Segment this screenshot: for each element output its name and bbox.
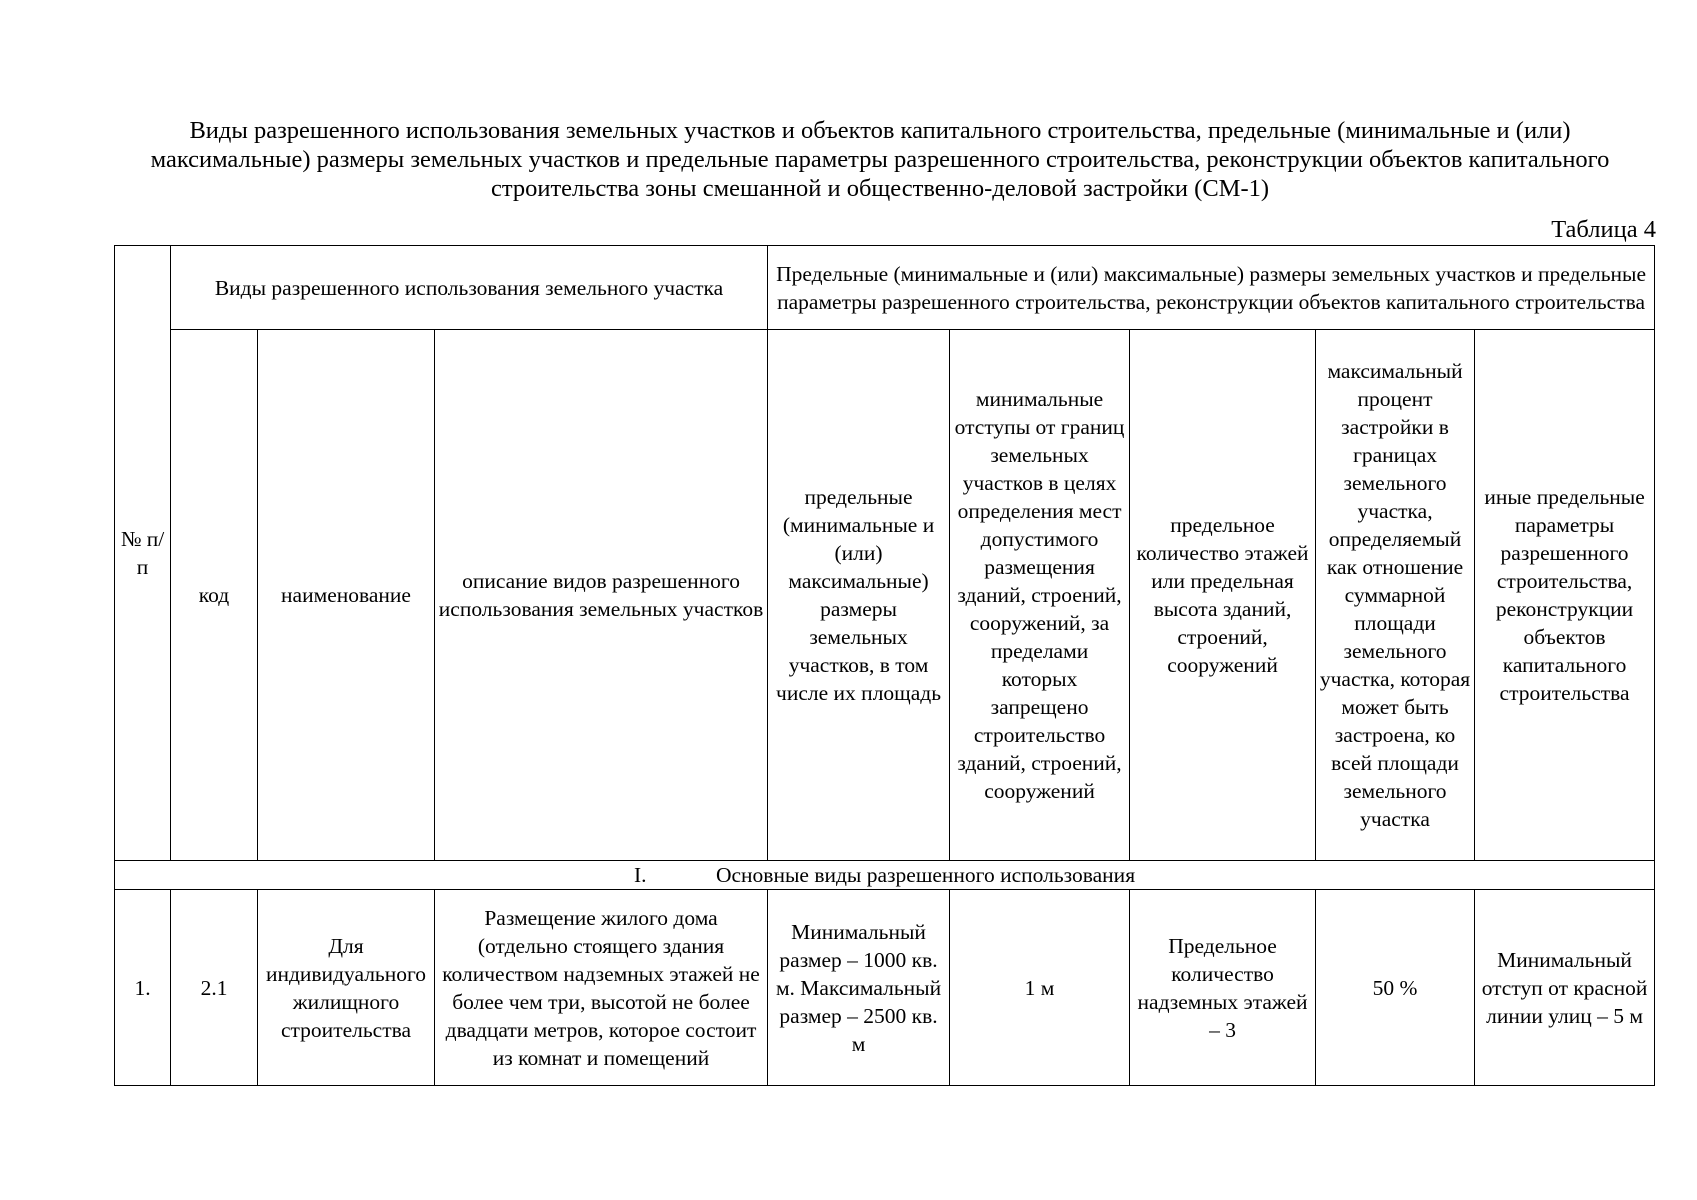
row-code: 2.1 [171,890,258,1086]
row-coverage: 50 % [1316,890,1475,1086]
row-other-params: Минимальный отступ от красной линии улиц – 5 м [1475,890,1655,1086]
header-group-permitted-use: Виды разрешенного использования земельного участка [171,246,768,330]
header-description: описание видов разрешенного использования земельных участков [435,330,768,861]
table-row [115,890,1655,1086]
header-name: наименование [258,330,435,861]
header-row-number: № п/п [115,246,171,861]
row-floors: Предельное количество надземных этажей – 3 [1130,890,1316,1086]
table-caption: Таблица 4 [1551,216,1656,243]
row-description: Размещение жилого дома (отдельно стоящего здания количеством надземных этажей не более чем три, высотой не более двадцати метров, которое состоит из комнат и помещений [435,890,768,1086]
section-heading [115,861,1655,890]
header-code: код [171,330,258,861]
header-group-limit-parameters: Предельные (минимальные и (или) максимальные) размеры земельных участков и предельные параметры разрешенного строительства, реконструкции объектов капитального строительства [768,246,1655,330]
header-other-params: иные предельные параметры разрешенного строительства, реконструкции объектов капитального строительства [1475,330,1655,861]
section-title: Основные виды разрешенного использования [715,863,1136,887]
row-number: 1. [115,890,171,1086]
land-use-table [114,245,1655,1086]
header-plot-size: предельные (минимальные и (или) максимальные) размеры земельных участков, в том числе их площадь [768,330,950,861]
row-name: Для индивидуального жилищного строительства [258,890,435,1086]
document-title: Виды разрешенного использования земельных участков и объектов капитального строительства, предельные (минимальные и (или) максимальные) размеры земельных участков и предельные параметры разрешенного строительства, реконструкции объектов капитального строительства зоны смешанной и общественно-деловой застройки (СМ-1) [150,117,1610,202]
header-setback: минимальные отступы от границ земельных участков в целях определения мест допустимого размещения зданий, строений, сооружений, за пределами которых запрещено строительство зданий, строений, сооружений [950,330,1130,861]
section-number: I. [633,863,647,887]
header-floors: предельное количество этажей или предельная высота зданий, строений, сооружений [1130,330,1316,861]
header-coverage: максимальный процент застройки в границах земельного участка, определяемый как отношение суммарной площади земельного участка, которая может быть застроена, ко всей площади земельного участка [1316,330,1475,861]
row-plot-size: Минимальный размер – 1000 кв. м. Максимальный размер – 2500 кв. м [768,890,950,1086]
row-setback: 1 м [950,890,1130,1086]
